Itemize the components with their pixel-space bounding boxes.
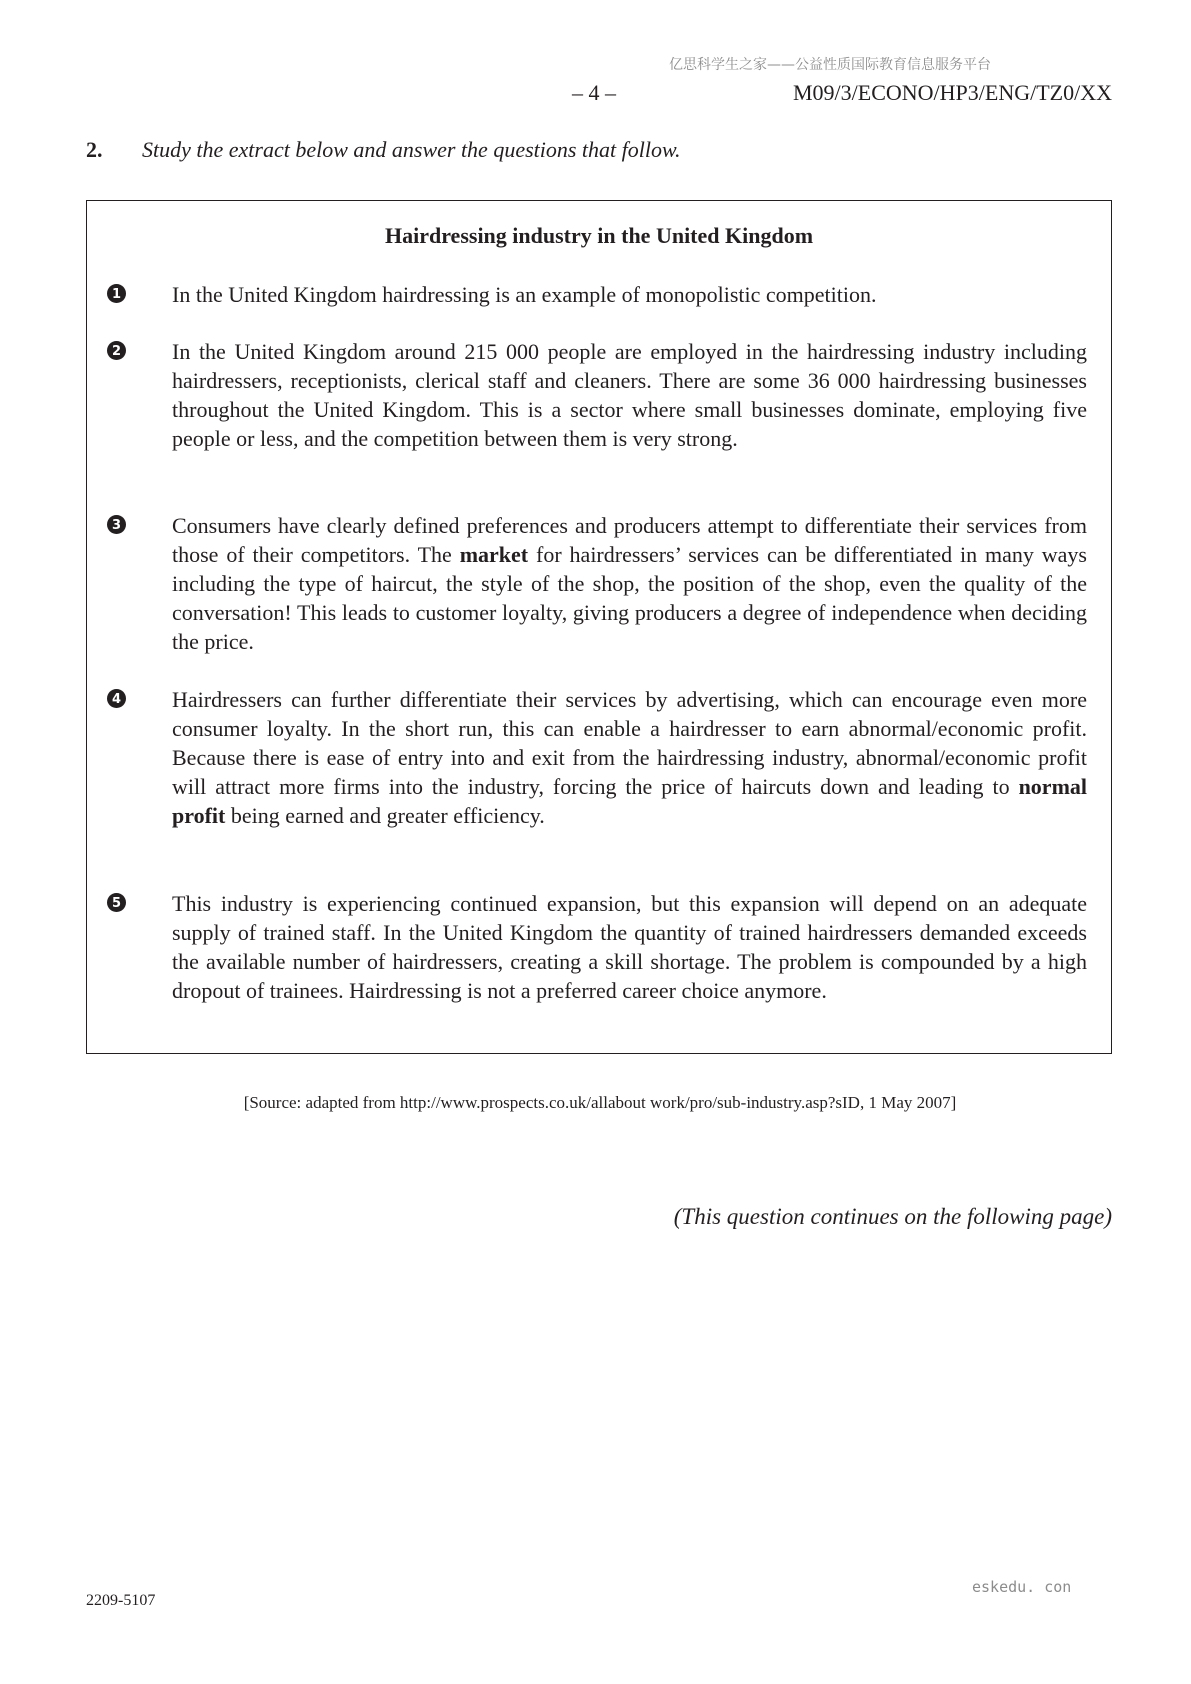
paragraph-number-3: 3: [111, 518, 122, 533]
paragraph-5-text: This industry is experiencing continued expansion, but this expansion will depend on an adequate supply of trained staff. In the United Kingdom the quantity of trained hairdressers demanded exceeds the available number of hairdressers, creating a skill shortage. The problem is compounded by a high dropout of trainees. Hairdressing is not a preferred career choice anymore.: [172, 891, 1087, 1003]
extract-box: [86, 200, 1112, 1054]
paragraph-number-2-icon: [107, 341, 126, 360]
paper-code: M09/3/ECONO/HP3/ENG/TZ0/XX: [793, 80, 1112, 105]
site-watermark: eskedu. con: [972, 1578, 1072, 1596]
keyword-market: market: [459, 542, 529, 567]
paragraph-4-text: Hairdressers can further differentiate their services by advertising, which can encourage even more consumer loyalty. In the short run, this can enable a hairdresser to earn abnormal/economic profit. Because there is ease of entry into and exit from the hairdressing industry, abnormal/economic profit will attract more firms into the industry, forcing the price of haircuts down and leading to normal profit being earned and greater efficiency.: [172, 687, 1088, 828]
page-number: – 4 –: [572, 80, 616, 105]
source-citation: [Source: adapted from http://www.prospects.co.uk/allabout work/pro/sub-industry.asp?sID, 1 May 2007]: [243, 1093, 957, 1112]
paragraph-number-2: 2: [111, 344, 122, 359]
footer-code: 2209-5107: [86, 1592, 156, 1609]
paragraph-number-1: 1: [111, 287, 122, 302]
paragraph-3-text: Consumers have clearly defined preferences and producers attempt to differentiate their services from those of their competitors. The market for hairdressers’ services can be differentiated in many ways including the type of haircut, the style of the shop, the position of the shop, even the quality of the conversation! This leads to customer loyalty, giving producers a degree of independence when deciding the price.: [172, 513, 1087, 654]
paragraph-number-3-icon: [107, 515, 126, 534]
question-instruction: Study the extract below and answer the questions that follow.: [142, 137, 681, 162]
extract-title: Hairdressing industry in the United Kingdom: [384, 223, 814, 248]
paragraph-number-5-icon: [107, 893, 126, 912]
paragraph-number-1-icon: [107, 284, 126, 303]
paragraph-1-text: In the United Kingdom hairdressing is an example of monopolistic competition.: [172, 282, 877, 307]
paragraph-number-4-icon: [107, 689, 126, 708]
question-number: 2.: [86, 137, 103, 162]
paragraph-number-5: 5: [111, 896, 122, 911]
paragraph-2-text: In the United Kingdom around 215 000 people are employed in the hairdressing industry including hairdressers, receptionists, clerical staff and cleaners. There are some 36 000 hairdressing businesses throughout the United Kingdom. This is a sector where small businesses dominate, employing five people or less, and the competition between them is very strong.: [172, 339, 1087, 451]
keyword-normal-profit: normal profit: [172, 774, 1088, 828]
watermark-text: 亿思科学生之家——公益性质国际教育信息服务平台: [669, 57, 991, 73]
continues-note: (This question continues on the following page): [673, 1204, 1112, 1229]
paragraph-number-4: 4: [111, 692, 122, 707]
